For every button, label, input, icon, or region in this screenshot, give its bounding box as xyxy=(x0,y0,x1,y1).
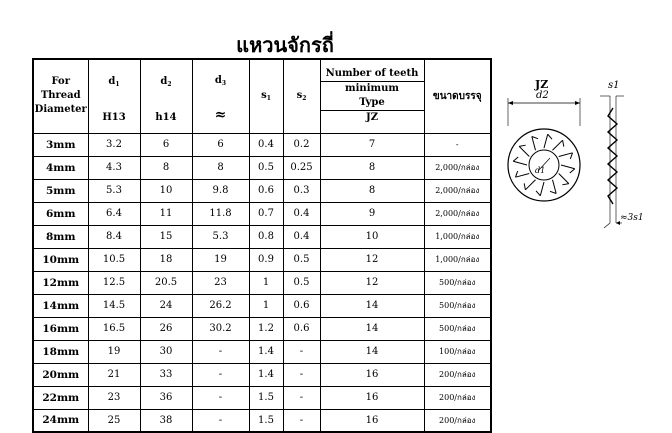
cell-s2: 0.5 xyxy=(283,271,320,294)
washer-tooth xyxy=(553,180,557,194)
cell-d2: 11 xyxy=(140,202,192,225)
cell-d2: 10 xyxy=(140,179,192,202)
cell-d2: 8 xyxy=(140,156,192,179)
cell-s1: 1 xyxy=(249,271,283,294)
cell-d1: 4.3 xyxy=(88,156,140,179)
cell-size: 18mm xyxy=(33,340,88,363)
cell-s2: 0.2 xyxy=(283,133,320,156)
cell-d1: 12.5 xyxy=(88,271,140,294)
table-row xyxy=(33,248,491,271)
cell-teeth: 9 xyxy=(320,202,424,225)
washer-tooth-tip xyxy=(536,191,540,196)
header-packing: ขนาดบรรจุ xyxy=(424,59,491,133)
cell-d2: 30 xyxy=(140,340,192,363)
cell-s1: 0.9 xyxy=(249,248,283,271)
cell-teeth: 16 xyxy=(320,409,424,432)
washer-tooth xyxy=(553,140,563,150)
cell-s2: 0.4 xyxy=(283,225,320,248)
header-thread-diameter: For Thread Diameter xyxy=(33,59,88,133)
cell-teeth: 10 xyxy=(320,225,424,248)
table-row xyxy=(33,340,491,363)
table-row xyxy=(33,386,491,409)
cell-s2: - xyxy=(283,340,320,363)
header-d1: $d_1$ H13 xyxy=(88,59,140,133)
cell-d3: - xyxy=(192,340,249,363)
washer-tooth-tip xyxy=(570,169,575,173)
cell-d3: 26.2 xyxy=(192,294,249,317)
cell-s1: 1 xyxy=(249,294,283,317)
cell-teeth: 16 xyxy=(320,386,424,409)
table-row xyxy=(33,202,491,225)
cell-s1: 0.7 xyxy=(249,202,283,225)
cell-d3: - xyxy=(192,386,249,409)
cell-s1: 1.2 xyxy=(249,317,283,340)
cell-size: 5mm xyxy=(33,179,88,202)
washer-tooth-tip xyxy=(524,183,525,189)
cell-s2: - xyxy=(283,409,320,432)
cell-pack: 2,000/กล่อง xyxy=(424,156,491,179)
washer-tooth xyxy=(540,182,544,196)
label-3s1: ≈3s1 xyxy=(620,213,644,223)
cell-size: 6mm xyxy=(33,202,88,225)
header-d3: $d_3$ ≈ xyxy=(192,59,249,133)
table-row xyxy=(33,179,491,202)
cell-size: 10mm xyxy=(33,248,88,271)
cell-s2: - xyxy=(283,386,320,409)
header-s1: $s_1$ xyxy=(249,59,283,133)
figure-title: JZ xyxy=(535,78,549,91)
cell-d1: 10.5 xyxy=(88,248,140,271)
cell-pack: 500/กล่อง xyxy=(424,317,491,340)
cell-d2: 33 xyxy=(140,363,192,386)
cell-d1: 21 xyxy=(88,363,140,386)
cell-d3: 23 xyxy=(192,271,249,294)
cell-teeth: 12 xyxy=(320,248,424,271)
cell-size: 4mm xyxy=(33,156,88,179)
cell-d3: 9.8 xyxy=(192,179,249,202)
cell-teeth: 14 xyxy=(320,340,424,363)
cell-d3: 5.3 xyxy=(192,225,249,248)
table-row xyxy=(33,294,491,317)
cell-size: 20mm xyxy=(33,363,88,386)
cell-pack: 100/กล่อง xyxy=(424,340,491,363)
cell-d1: 14.5 xyxy=(88,294,140,317)
cell-d1: 8.4 xyxy=(88,225,140,248)
cell-s2: 0.4 xyxy=(283,202,320,225)
cell-pack: 200/กล่อง xyxy=(424,409,491,432)
cell-d3: 6 xyxy=(192,133,249,156)
cell-d3: 19 xyxy=(192,248,249,271)
header-teeth: Number of teeth minimum Type JZ xyxy=(320,59,424,133)
washer-tooth xyxy=(532,136,536,150)
washer-tooth xyxy=(561,165,575,169)
cell-teeth: 7 xyxy=(320,133,424,156)
cell-d1: 5.3 xyxy=(88,179,140,202)
cell-s2: 0.3 xyxy=(283,179,320,202)
washer-tooth-tip xyxy=(562,184,568,185)
cell-size: 3mm xyxy=(33,133,88,156)
cell-s1: 0.8 xyxy=(249,225,283,248)
cell-s2: 0.25 xyxy=(283,156,320,179)
spec-table xyxy=(32,58,492,433)
cell-d1: 3.2 xyxy=(88,133,140,156)
cell-s1: 0.5 xyxy=(249,156,283,179)
cell-s1: 1.4 xyxy=(249,340,283,363)
cell-teeth: 12 xyxy=(320,271,424,294)
cell-s1: 1.5 xyxy=(249,409,283,432)
cell-d1: 23 xyxy=(88,386,140,409)
cell-d1: 6.4 xyxy=(88,202,140,225)
cell-d1: 16.5 xyxy=(88,317,140,340)
table-row xyxy=(33,271,491,294)
cell-size: 24mm xyxy=(33,409,88,432)
table-row xyxy=(33,156,491,179)
table-row xyxy=(33,409,491,432)
cell-teeth: 14 xyxy=(320,294,424,317)
cell-d2: 6 xyxy=(140,133,192,156)
cell-s1: 0.4 xyxy=(249,133,283,156)
page-title: แหวนจักรถี่ xyxy=(236,33,334,57)
cell-size: 22mm xyxy=(33,386,88,409)
washer-tooth xyxy=(559,174,569,184)
cell-pack: - xyxy=(424,133,491,156)
cell-s2: 0.6 xyxy=(283,317,320,340)
cell-d1: 25 xyxy=(88,409,140,432)
cell-d3: - xyxy=(192,409,249,432)
washer-tooth xyxy=(544,134,548,148)
washer-tooth-tip xyxy=(563,140,564,146)
cell-s1: 1.4 xyxy=(249,363,283,386)
cell-d3: - xyxy=(192,363,249,386)
washer-tooth-tip xyxy=(513,157,518,161)
cell-teeth: 16 xyxy=(320,363,424,386)
cell-s2: - xyxy=(283,363,320,386)
cell-d2: 20.5 xyxy=(140,271,192,294)
cell-pack: 500/กล่อง xyxy=(424,271,491,294)
header-d2: $d_2$ h14 xyxy=(140,59,192,133)
cell-s1: 0.6 xyxy=(249,179,283,202)
cell-d2: 26 xyxy=(140,317,192,340)
cell-d1: 19 xyxy=(88,340,140,363)
washer-tooth xyxy=(559,153,573,157)
cell-pack: 500/กล่อง xyxy=(424,294,491,317)
table-row xyxy=(33,317,491,340)
table-row xyxy=(33,363,491,386)
washer-tooth xyxy=(519,146,529,156)
cell-d2: 15 xyxy=(140,225,192,248)
cell-pack: 200/กล่อง xyxy=(424,363,491,386)
cell-pack: 1,000/กล่อง xyxy=(424,225,491,248)
table-row xyxy=(33,133,491,156)
cell-size: 8mm xyxy=(33,225,88,248)
cell-size: 16mm xyxy=(33,317,88,340)
cell-pack: 200/กล่อง xyxy=(424,386,491,409)
label-d1: d1 xyxy=(535,166,546,175)
washer-tooth xyxy=(515,174,529,178)
washer-tooth-tip xyxy=(519,145,525,146)
header-s2: $s_2$ xyxy=(283,59,320,133)
cell-d2: 24 xyxy=(140,294,192,317)
cell-size: 14mm xyxy=(33,294,88,317)
cell-d2: 36 xyxy=(140,386,192,409)
cell-pack: 1,000/กล่อง xyxy=(424,248,491,271)
cell-d3: 8 xyxy=(192,156,249,179)
cell-d3: 11.8 xyxy=(192,202,249,225)
washer-tooth xyxy=(525,180,535,190)
label-d2: d2 xyxy=(536,90,549,101)
washer-tooth xyxy=(513,161,527,165)
cell-s1: 1.5 xyxy=(249,386,283,409)
cell-d2: 38 xyxy=(140,409,192,432)
cell-d2: 18 xyxy=(140,248,192,271)
cell-d3: 30.2 xyxy=(192,317,249,340)
cell-teeth: 8 xyxy=(320,156,424,179)
cell-size: 12mm xyxy=(33,271,88,294)
cell-s2: 0.6 xyxy=(283,294,320,317)
cell-s2: 0.5 xyxy=(283,248,320,271)
cell-teeth: 8 xyxy=(320,179,424,202)
cell-pack: 2,000/กล่อง xyxy=(424,179,491,202)
cell-pack: 2,000/กล่อง xyxy=(424,202,491,225)
washer-tooth-tip xyxy=(548,134,552,139)
washer-figure xyxy=(490,78,670,248)
table-row xyxy=(33,225,491,248)
cell-teeth: 14 xyxy=(320,317,424,340)
label-s1: s1 xyxy=(608,80,620,91)
